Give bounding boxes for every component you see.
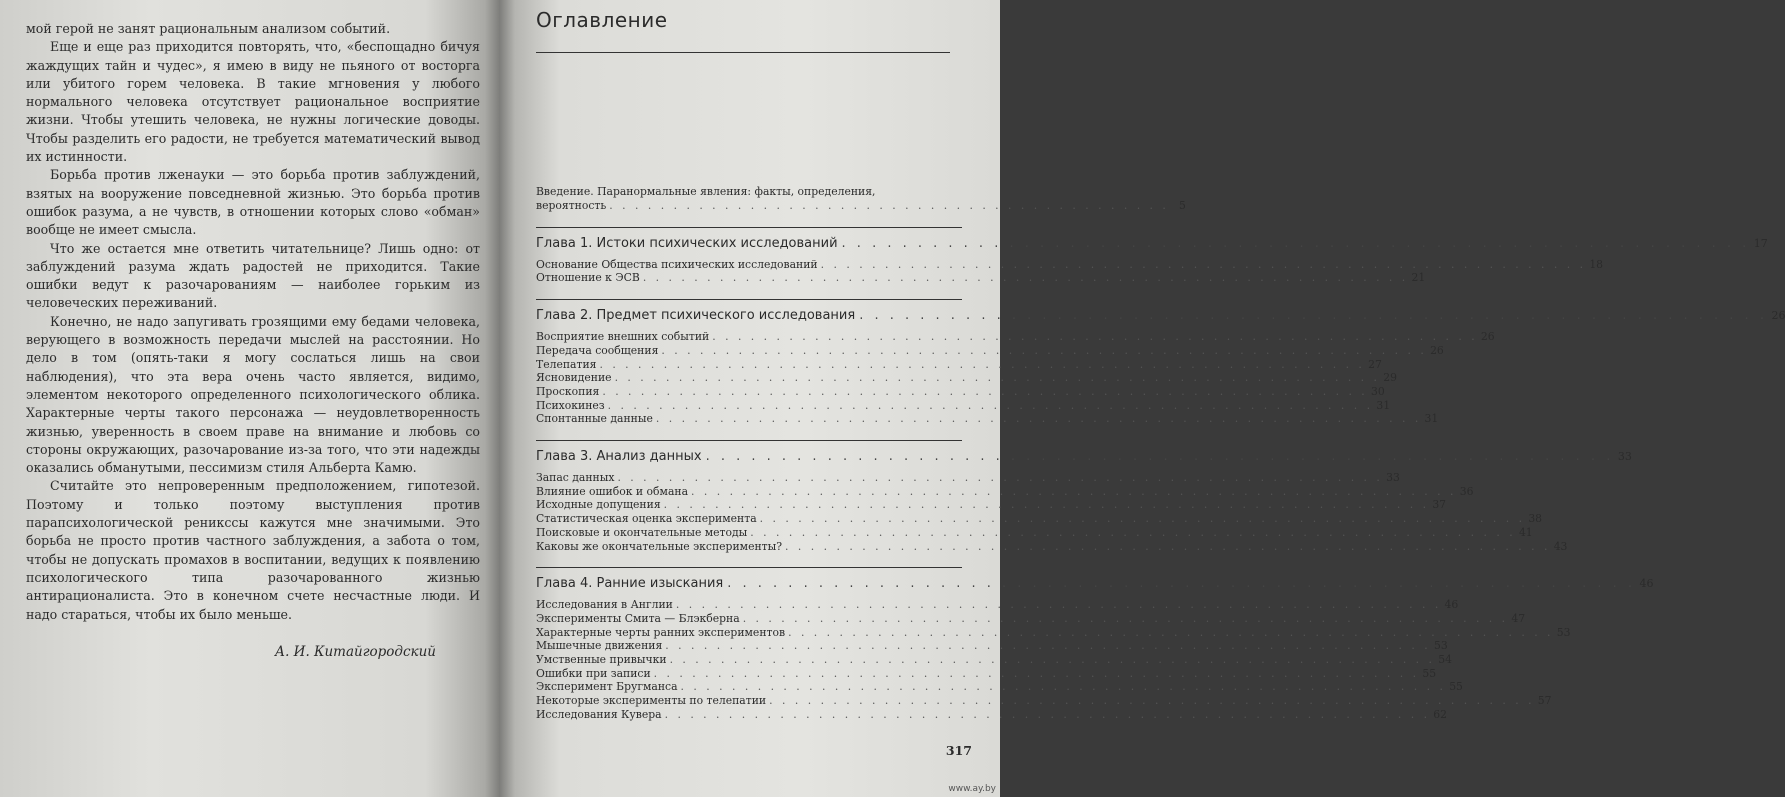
toc-leader-dots: . . . . . . . . . . . . . . . . . . . . . . . . . . . . . . . . . . . . . . . . . . . . . . . . . . . . . . . . . . . .: [675, 598, 1442, 612]
watermark: www.ay.by: [948, 784, 996, 794]
toc-entry-page: 57: [1537, 694, 1552, 708]
toc-entry: [536, 653, 1452, 667]
toc-entry: [536, 357, 1382, 372]
toc-leader-dots: . . . . . . . . . . . . . . . . . . . . . . . . . . . . . . . . . . . . . . . . . . . . . . . . . . . . . . . . . . . .: [750, 525, 1516, 539]
toc-leader-dots: . . . . . . . . . . . . . . . . . . . . . . . . . . . . . . . . . . . . . . . . . . . . . . . . . . . . . . . . . . . .: [602, 384, 1368, 398]
toc-entry-title: Исследования в Англии: [536, 598, 673, 612]
paragraph: Считайте это непроверенным предположением, гипотезой. Поэтому и только поэтому выступления против парапсихологической реникссы кажутся мне значимыми. Это борьба не просто против частного заблуждения, а забота о том, чтобы не допускать промахов в воспитании, ведущих к появлению психологического типа разочарованного жизнью антирационалиста. Это в конечном счете несчастные люди. И надо стараться, чтобы их было меньше.: [26, 478, 480, 622]
toc-entry: [536, 525, 1533, 540]
toc-leader-dots: . . . . . . . . . . . . . . . . . . . . . . . . . . . . . . . . . . . . . . . . . . . . . . . . . . . . . . . . . . . .: [788, 625, 1554, 639]
toc-leader-dots: . . . . . . . . . . . . . . . . . . . . . . . . . . . . . . . . . . . . . . . . . . . . . . . . . . . . . . . . . . . .: [859, 308, 1768, 324]
toc-entry-title: Эксперименты Смита — Блэкберна: [536, 611, 740, 625]
author-signature: А. И. Китайгородский: [274, 643, 436, 660]
toc-intro-entry: [536, 199, 1186, 213]
toc-leader-dots: . . . . . . . . . . . . . . . . . . . . . . . . . . . . . . . . . . . . . . . . . . . . . . . . . . . . . . . . . . . .: [665, 639, 1431, 653]
toc-leader-dots: . . . . . . . . . . . . . . . . . . . . . . . . . . . . . . . . . . . . . . . . . . . . . . . . . . . . . . . . . . . .: [661, 343, 1427, 357]
toc-leader-dots: . . . . . . . . . . . . . . . . . . . . . . . . . . . . . . . . . . . . . . . . . . . . . . . . . . . . . . . . . . . .: [727, 576, 1636, 592]
toc-leader-dots: . . . . . . . . . . . . . . . . . . . . . . . . . . . . . . . . . . . . . . . . . . . . . . . . . . . . . . . . . . . .: [705, 449, 1614, 465]
toc-entry-page: 55: [1449, 680, 1463, 694]
toc-entry-title: Каковы же окончательные эксперименты?: [536, 539, 783, 553]
toc-entry: [536, 412, 1439, 426]
toc-leader-dots: . . . . . . . . . . . . . . . . . . . . . . . . . . . . . . . . . . . . . . . . . . . . . . . . . . . . . . . . . . . .: [820, 257, 1587, 271]
toc-entry: [536, 271, 1426, 285]
toc-leader-dots: . . . . . . . . . . . . . . . . . . . . . . . . . . . . . . . . . . . . . . . . . . . . . . . . . . . . . . . . . . . .: [607, 398, 1374, 412]
toc-chapter-title: Глава 1. Истоки психических исследований: [536, 235, 838, 251]
toc-entry: [536, 666, 1437, 681]
toc-entry: [536, 343, 1444, 358]
toc-chapter-page: 46: [1639, 577, 1654, 591]
toc-leader-dots: . . . . . . . . . . . . . . . . . . . . . . . . . . . . . . . . . . . . . . . . . . . . . . . . . . . . . . . . . . . .: [691, 484, 1457, 498]
toc-entry-title: Основание Общества психических исследований: [536, 257, 818, 271]
paragraph: Что же остается мне ответить читательнице? Лишь одно: от заблуждений разума ждать радостей не приходится. Такие ошибки ведут к разочарованиям — наиболее горьким из человеческих переживаний.: [26, 240, 480, 311]
toc-entry: [536, 371, 1397, 385]
toc-entry: [536, 257, 1604, 272]
toc-entry: [536, 484, 1474, 499]
toc-leader-dots: . . . . . . . . . . . . . . . . . . . . . . . . . . . . . . . . . . . . . . . . . . . . . . . . . . . . . . . . . . . .: [841, 235, 1750, 251]
toc-entry-title: Передача сообщения: [536, 343, 659, 357]
toc-entry-page: 31: [1424, 412, 1439, 426]
toc-chapter-heading: [536, 307, 1785, 324]
toc-entry-title: Поисковые и окончательные методы: [536, 525, 748, 539]
toc-leader-dots: . . . . . . . . . . . . . . . . . . . . . . . . . . . . . . . . . . . . . . . . . . . . . . . . . . . . . . . . . . . .: [655, 412, 1422, 426]
toc-entry-title: Отношение к ЭСВ: [536, 271, 640, 285]
toc-entry: [536, 330, 1495, 344]
toc-entry: [536, 498, 1447, 512]
toc-entry-page: 41: [1518, 525, 1533, 539]
toc-leader-dots: . . . . . . . . . . . . . . . . . . . . . . . . . . . . . . . . . . . . . . . . . . . . . . . . . . . . . . . . . . . .: [669, 653, 1435, 667]
toc-entry-page: 18: [1589, 257, 1604, 271]
toc-leader-dots: . . . . . . . . . . . . . . . . . . . . . . . . . . . . . . . . . . . . . . . . . . . . . . . . . . . . . . . . . . . .: [599, 357, 1365, 371]
toc-entry-title: Ошибки при записи: [536, 666, 651, 680]
toc-chapter-heading: [536, 575, 1654, 592]
toc-intro: [536, 185, 1186, 213]
toc-entry: [536, 539, 1568, 554]
toc-entry-title: Телепатия: [536, 357, 597, 371]
toc-entry-page: 31: [1376, 398, 1391, 412]
toc-entry-page: 55: [1422, 666, 1437, 680]
toc-entry: [536, 384, 1385, 399]
toc-entry-title: Эксперимент Бругманса: [536, 680, 678, 694]
toc-leader-dots: . . . . . . . . . . . . . . . . . . . . . . . . . . . . . . . . . . . . . . . . . . . . . . . . . . . . . . . . . . . .: [663, 498, 1430, 512]
paragraph: мой герой не занят рациональным анализом событий.: [26, 21, 391, 36]
toc-entry-page: 62: [1433, 707, 1448, 721]
toc-entry-page: 54: [1438, 653, 1452, 667]
toc-entry-title: Проскопия: [536, 384, 600, 398]
toc-entry-page: 47: [1511, 611, 1526, 625]
toc-chapter: [536, 227, 1768, 285]
toc-entry-title: Спонтанные данные: [536, 412, 653, 426]
toc-entry-title: Некоторые эксперименты по телепатии: [536, 694, 767, 708]
toc-leader-dots: . . . . . . . . . . . . . . . . . . . . . . . . . . . . . . . . . . . . . . . . . . . . . . . . . . . . . . . . . . . .: [759, 512, 1526, 526]
table-of-contents: [536, 185, 1785, 722]
toc-title-rule: [536, 52, 950, 53]
toc-leader-dots: . . . . . . . . . . . . . . . . . . . . . . . . . . . . . . . . . . . . . . . . . . . . . . . . . . . . . . . . . . . .: [642, 271, 1409, 285]
paragraph: Еще и еще раз приходится повторять, что, «беспощадно бичуя жаждущих тайн и чудес», я имею в виду не пьяного от восторга или убитого горем человека. В такие мгновения у любого нормального человека отсутствует рациональное восприятие жизни. Чтобы утешить человека, не нужны логические доводы. Чтобы разделить его радости, не требуется математический вывод их истинности.: [26, 39, 480, 165]
toc-entry-page: 21: [1411, 271, 1426, 285]
toc-entry: [536, 598, 1459, 612]
toc-entry-title: Запас данных: [536, 471, 615, 485]
toc-chapter-page: 17: [1753, 236, 1768, 250]
toc-intro-page: 5: [1178, 199, 1186, 212]
toc-leader-dots: . . . . . . . . . . . . . . . . . . . . . . . . . . . . . . . . . . . . . . . . . . . . . . . . . . . . . . . . . . . .: [785, 539, 1551, 553]
toc-entry-title: Характерные черты ранних экспериментов: [536, 625, 786, 639]
right-page: [500, 0, 1785, 797]
toc-entry-page: 27: [1368, 357, 1382, 371]
toc-entry-page: 46: [1444, 598, 1459, 612]
toc-entry-page: 26: [1480, 330, 1495, 344]
toc-entry-page: 53: [1556, 625, 1571, 639]
toc-leader-dots: . . . . . . . . . . . . . . . . . . . . . . . . . . . . . . . . . . . . . . . . . . . . . . . . . . . . . . . . . . . .: [769, 694, 1535, 708]
left-page-body-text: [26, 20, 480, 624]
toc-leader-dots: . . . . . . . . . . . . . . . . . . . . . . . . . . . . . . . . . . . . . . . . . . . . . . . . . . . . . . . . . . . .: [653, 666, 1420, 680]
toc-entry: [536, 680, 1463, 694]
left-page: [0, 0, 500, 797]
toc-chapter-heading: [536, 448, 1632, 465]
toc-intro-line2: вероятность: [536, 199, 607, 212]
toc-chapter: [536, 440, 1632, 553]
toc-leader-dots: . . . . . . . . . . . . . . . . . . . . . . . . . . . . . . . . . . . . . . . . . . . . . . . . . . . . . . . . . . . .: [614, 371, 1380, 385]
toc-entry-title: Восприятие внешних событий: [536, 330, 710, 344]
toc-entry: [536, 639, 1448, 653]
toc-entry: [536, 611, 1526, 626]
paragraph: Конечно, не надо запугивать грозящими ему бедами человека, верующего в возможность передачи мыслей на расстоянии. Но дело в том (опять-таки я могу сослаться лишь на свои наблюдения), что эта вера очень часто является, видимо, элементом некоторого определенного психологического облика. Характерные черты такого персонажа — неудовлетворенность жизнью, уверенность в своем праве на внимание и любовь со стороны окружающих, разочарование из-за того, что эти надежды оказались обманутыми, пессимизм стиля Альберта Камю.: [26, 313, 480, 476]
toc-entry-title: Ясновидение: [536, 371, 612, 385]
toc-entry: [536, 471, 1400, 485]
toc-entry-page: 29: [1383, 371, 1397, 385]
toc-chapter-title: Глава 4. Ранние изыскания: [536, 576, 724, 592]
toc-chapter-heading: [536, 235, 1768, 252]
toc-chapter-page: 33: [1617, 450, 1632, 464]
toc-chapter: [536, 567, 1654, 721]
toc-chapter: [536, 299, 1785, 426]
toc-leader-dots: . . . . . . . . . . . . . . . . . . . . . . . . . . . . . . . . . . . . . . . . . . . . . . . . . . . . . . . . . . . .: [712, 330, 1478, 344]
toc-entry-page: 37: [1432, 498, 1447, 512]
toc-title: Оглавление: [536, 8, 668, 32]
paragraph: Борьба против лженауки — это борьба против заблуждений, взятых на вооружение повседневной жизнью. Это борьба против ошибок разума, а не чувств, в отношении которых слово «обман» вообще не имеет смысла.: [26, 167, 480, 238]
toc-chapter-page: 26: [1771, 309, 1785, 323]
toc-entry-title: Исследования Кувера: [536, 707, 662, 721]
toc-entry-title: Умственные привычки: [536, 653, 667, 667]
toc-entry-page: 26: [1430, 343, 1444, 357]
toc-entry-page: 33: [1386, 471, 1400, 485]
toc-entry-title: Статистическая оценка эксперимента: [536, 512, 757, 526]
toc-leader-dots: . . . . . . . . . . . . . . . . . . . . . . . . . . . . . . . . . . . . . . . . . . . . . . . . . . . . . . . . . . . .: [742, 611, 1509, 625]
toc-chapters: [536, 227, 1785, 722]
toc-entry: [536, 694, 1552, 708]
toc-entry-title: Исходные допущения: [536, 498, 661, 512]
toc-chapter-title: Глава 3. Анализ данных: [536, 449, 702, 465]
toc-entry-page: 30: [1371, 384, 1385, 398]
toc-leader-dots: . . . . . . . . . . . . . . . . . . . . . . . . . . . . . . . . . . . . . . . . . . . . . . . . . . . . . . . . . . . .: [664, 707, 1431, 721]
toc-leader-dots: . . . . . . . . . . . . . . . . . . . . . . . . . . . . . . . . . . . . . . . . . . . .: [609, 199, 1169, 212]
toc-entry-title: Влияние ошибок и обмана: [536, 484, 689, 498]
page-number: 317: [945, 743, 972, 758]
toc-entry: [536, 512, 1543, 526]
toc-entry: [536, 625, 1571, 640]
toc-entry-page: 53: [1433, 639, 1448, 653]
toc-entry-page: 36: [1459, 484, 1474, 498]
toc-entry-title: Психокинез: [536, 398, 605, 412]
toc-intro-line1: Введение. Паранормальные явления: факты, определения,: [536, 185, 876, 198]
toc-chapter-title: Глава 2. Предмет психического исследования: [536, 308, 856, 324]
toc-leader-dots: . . . . . . . . . . . . . . . . . . . . . . . . . . . . . . . . . . . . . . . . . . . . . . . . . . . . . . . . . . . .: [680, 680, 1446, 694]
toc-entry-page: 43: [1553, 539, 1568, 553]
toc-leader-dots: . . . . . . . . . . . . . . . . . . . . . . . . . . . . . . . . . . . . . . . . . . . . . . . . . . . . . . . . . . . .: [617, 471, 1383, 485]
toc-entry-title: Мышечные движения: [536, 639, 663, 653]
toc-entry: [536, 707, 1448, 722]
toc-entry-page: 38: [1528, 512, 1543, 526]
toc-entry: [536, 398, 1391, 413]
